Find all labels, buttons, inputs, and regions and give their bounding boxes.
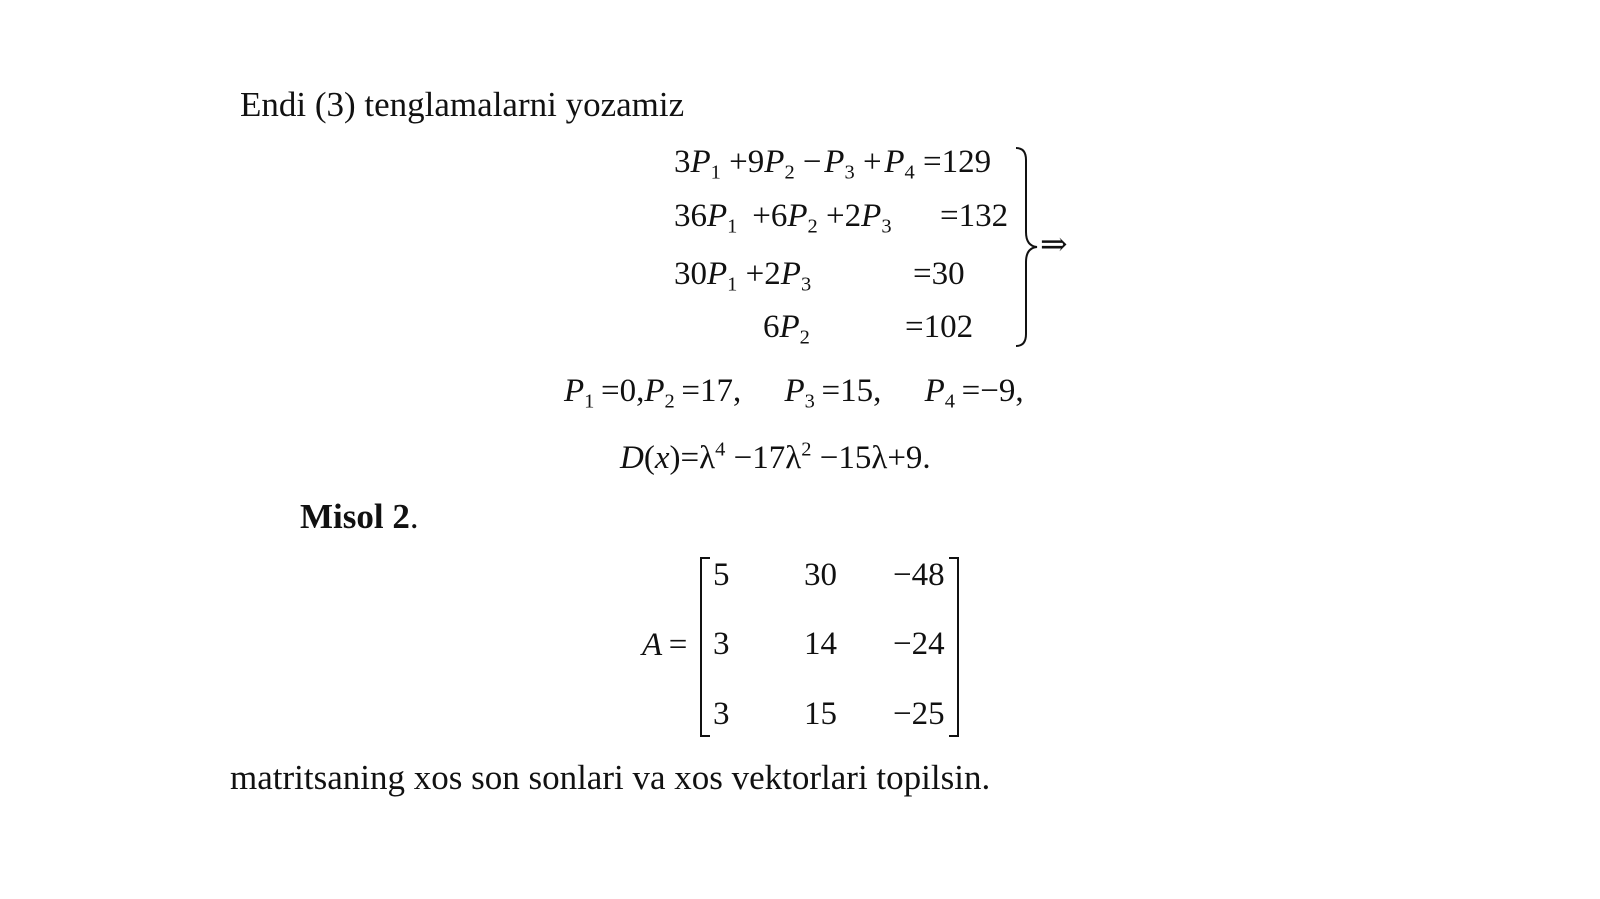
characteristic-polynomial: $D(x)=\lambda^4 -17\lambda^2 -15\lambda+9$. — [620, 438, 931, 476]
equation-2-rhs: =132 — [940, 198, 1009, 234]
equation-4-rhs: =102 — [905, 309, 974, 345]
intro-text: Endi (3) tenglamalarni yozamiz — [240, 85, 685, 124]
equation-2: $36P_1 +6P_2 +2P_3$ — [674, 198, 892, 238]
matrix-cell: −48 — [893, 557, 945, 593]
solution-line: $P_1 =0,P_2 =17$, $P_3 =15$, $P_4 =-9$, — [564, 373, 1024, 413]
implies-arrow: ⇒ — [1040, 227, 1068, 263]
matrix-left-bracket-icon — [698, 556, 712, 738]
matrix-cell: 5 — [713, 557, 730, 593]
matrix-cell: 3 — [713, 626, 730, 662]
matrix-cell: −25 — [893, 696, 945, 732]
matrix-cell: 30 — [804, 557, 837, 593]
equation-4: $6P_2$ — [763, 309, 810, 349]
matrix-cell: 14 — [804, 626, 837, 662]
equation-3: $30P_1 +2P_3$ — [674, 256, 812, 296]
right-brace-icon — [1010, 146, 1040, 348]
closing-text: matritsaning xos son sonlari va xos vektorlari topilsin. — [230, 758, 991, 797]
matrix-cell: 15 — [804, 696, 837, 732]
matrix-label: A = — [642, 627, 688, 663]
matrix-right-bracket-icon — [947, 556, 961, 738]
matrix-cell: −24 — [893, 626, 945, 662]
example-heading: Misol 2. — [300, 497, 419, 536]
matrix-cell: 3 — [713, 696, 730, 732]
equation-3-rhs: =30 — [913, 256, 965, 292]
equation-1: $3P_1 +9P_2$ − $P_3$ + $P_4 =129$ — [674, 144, 992, 184]
